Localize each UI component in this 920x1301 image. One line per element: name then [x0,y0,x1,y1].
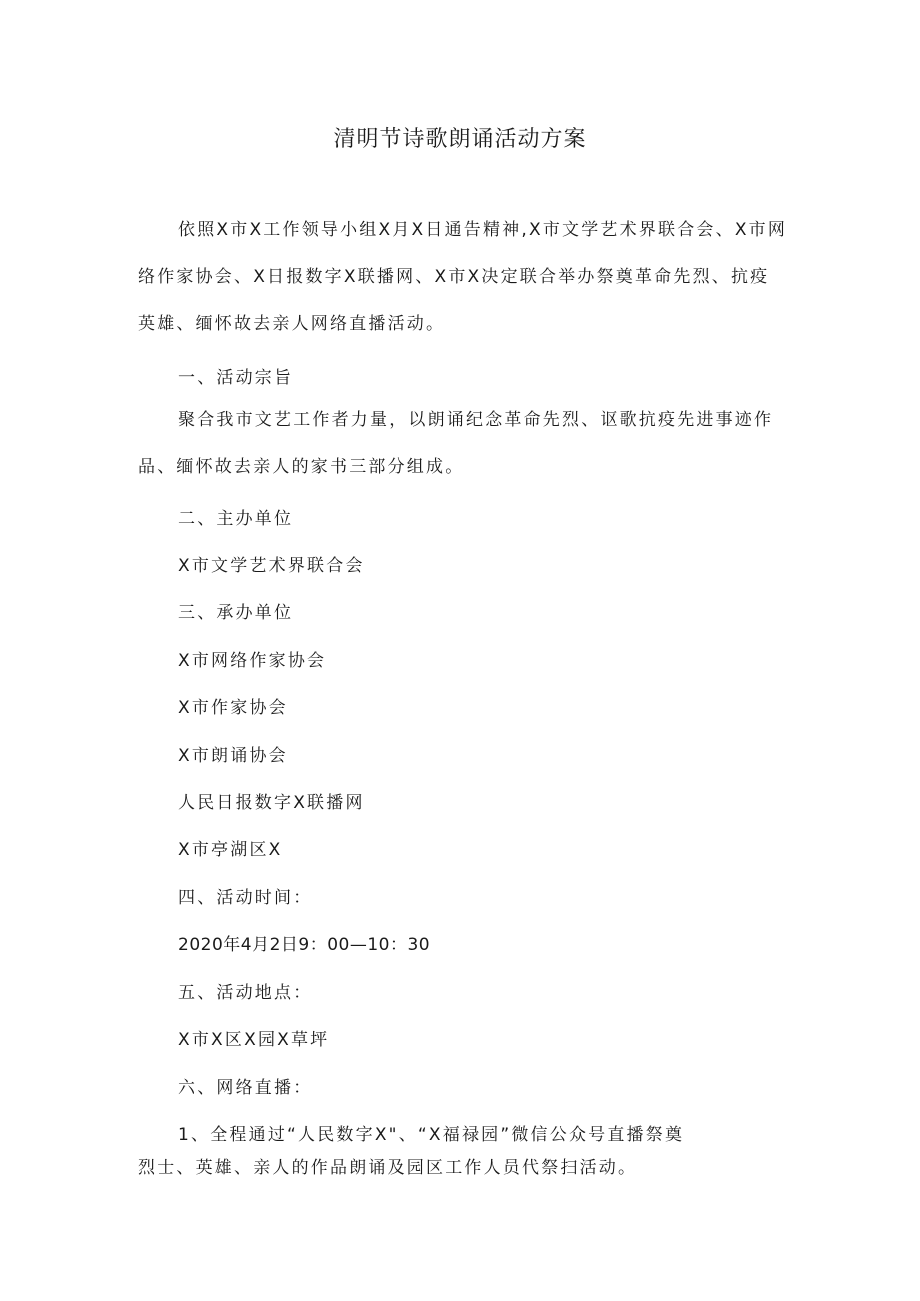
document-title: 清明节诗歌朗诵活动方案 [333,127,587,152]
section-heading-purpose: 一、活动宗旨 [178,368,294,388]
organizer-item: 人民日报数字X联播网 [178,793,365,813]
host-item: X市文学艺术界联合会 [178,556,365,576]
section-heading-place: 五、活动地点： [178,983,313,1003]
organizer-item: X市作家协会 [178,698,288,718]
section-heading-time: 四、活动时间： [178,888,313,908]
livestream-item-line: 烈士、英雄、亲人的作品朗诵及园区工作人员代祭扫活动。 [138,1158,638,1178]
organizer-item: X市朗诵协会 [178,746,288,766]
section-heading-organizer: 三、承办单位 [178,603,294,623]
event-time: 2020年4月2日9：00—10：30 [178,935,431,955]
organizer-item: X市亭湖区X [178,840,283,860]
intro-paragraph: 依照X市X工作领导小组X月X日通告精神,X市文学艺术界联合会、X市网络作家协会、X日报数字X联播网、X市X决定联合举办祭奠革命先烈、抗疫英雄、缅怀故去亲人网络直播活动。 [138,220,788,334]
section-body-purpose: 聚合我市文艺工作者力量，以朗诵纪念革命先烈、讴歌抗疫先进事迹作品、缅怀故去亲人的家书三部分组成。 [138,410,774,477]
section-heading-host: 二、主办单位 [178,509,294,529]
livestream-item-line: 1、全程通过“人民数字X"、“X福禄园”微信公众号直播祭奠 [178,1125,685,1145]
section-heading-livestream: 六、网络直播： [178,1078,313,1098]
organizer-item: X市网络作家协会 [178,651,327,671]
event-place: X市X区X园X草坪 [178,1030,330,1050]
